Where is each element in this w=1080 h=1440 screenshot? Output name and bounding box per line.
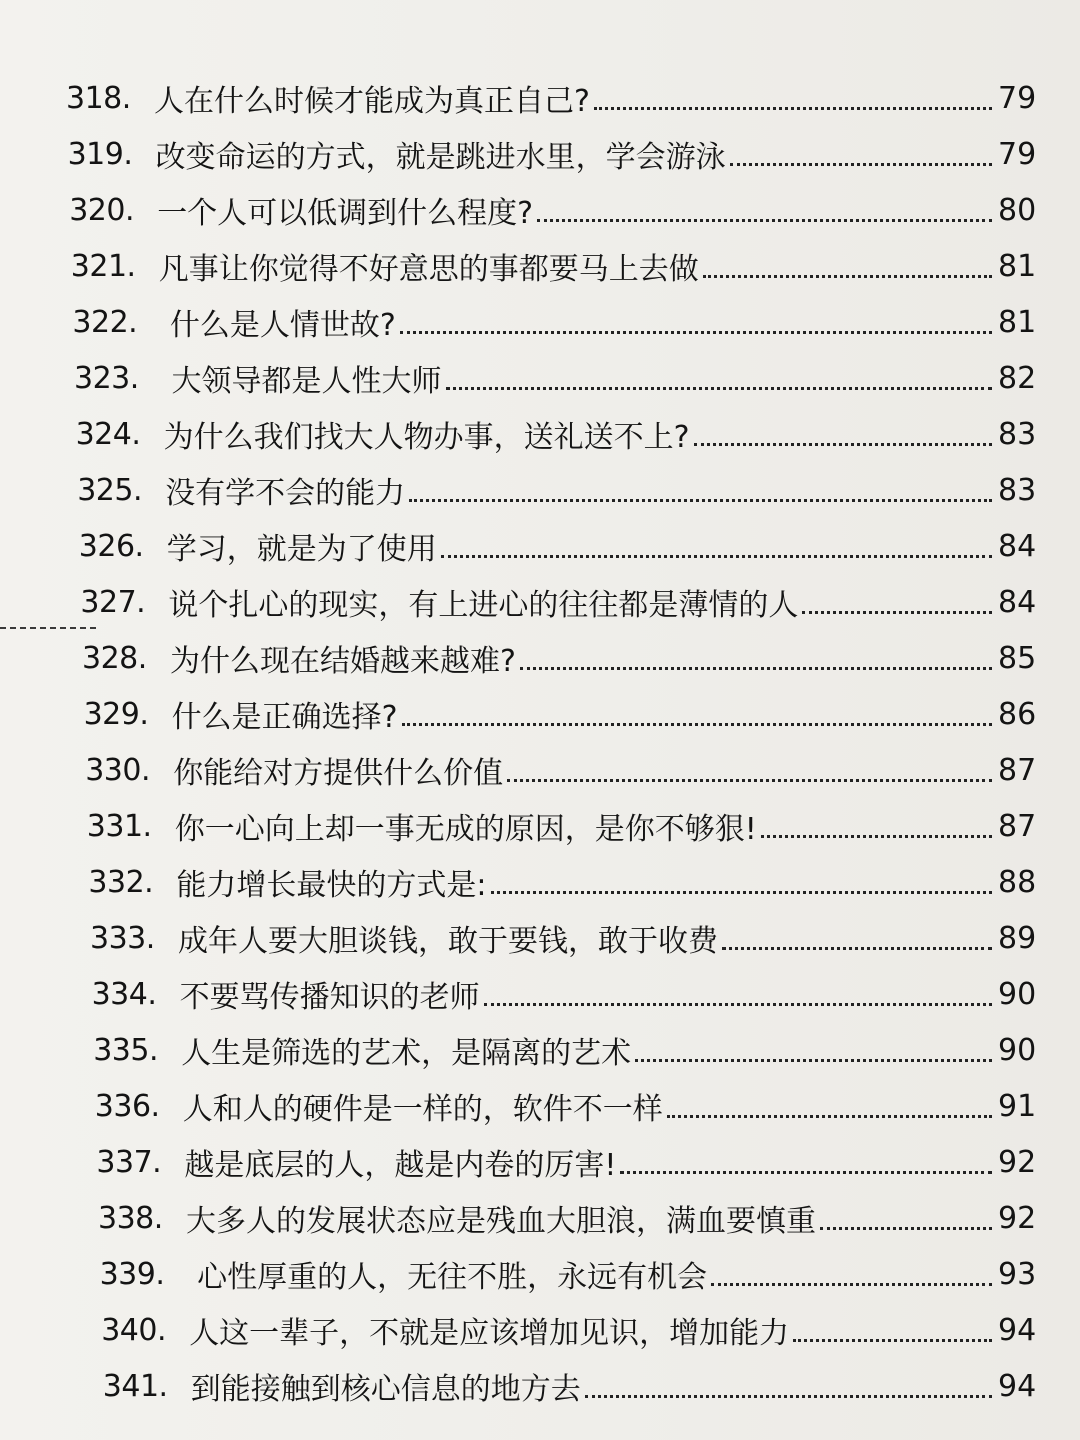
toc-entry — [100, 1246, 1036, 1302]
toc-entry-page: 87 — [997, 752, 1037, 788]
toc-dot-leader — [400, 331, 992, 334]
toc-entry-title: 到能接触到核心信息的地方去 — [190, 1372, 581, 1407]
toc-entry-title: 不要骂传播知识的老师 — [179, 980, 480, 1015]
toc-entry-number: 320. — [69, 192, 134, 228]
toc-entry-page: 81 — [997, 248, 1037, 284]
toc-entry-page: 88 — [997, 864, 1037, 900]
toc-entry-page: 81 — [997, 304, 1037, 340]
toc-entry-page: 94 — [997, 1312, 1037, 1348]
toc-dot-leader — [491, 891, 992, 894]
toc-entry-page: 92 — [998, 1200, 1037, 1236]
toc-entry-number: 324. — [75, 416, 141, 452]
toc-entry — [90, 910, 1036, 966]
toc-entry-page: 85 — [998, 640, 1037, 676]
toc-dot-leader — [802, 611, 992, 614]
toc-entry-title: 大多人的发展状态应是残血大胆浪，满血要慎重 — [186, 1204, 816, 1239]
toc-entry-number: 321. — [70, 248, 136, 284]
toc-entry-number: 326. — [78, 528, 144, 564]
toc-entry-number: 341. — [102, 1368, 168, 1404]
toc-entry-page: 83 — [997, 472, 1037, 508]
toc-entry-title: 什么是正确选择? — [171, 700, 398, 735]
toc-entry — [71, 238, 1036, 294]
toc-entry — [69, 182, 1036, 238]
toc-entry-title: 人生是筛选的艺术，是隔离的艺术 — [181, 1036, 632, 1071]
toc-entry-number: 318. — [66, 80, 131, 116]
toc-entry-number: 328. — [82, 640, 147, 676]
toc-dot-leader — [711, 1283, 992, 1286]
toc-entry-page: 87 — [997, 808, 1037, 844]
toc-entry — [87, 798, 1036, 854]
toc-dot-leader — [446, 387, 992, 390]
toc-entry-page: 82 — [998, 360, 1037, 396]
toc-entry-title: 能力增长最快的方式是: — [176, 868, 487, 903]
toc-dot-leader — [585, 1395, 992, 1398]
toc-dot-leader — [520, 667, 992, 670]
toc-dot-leader — [441, 555, 992, 558]
toc-dot-leader — [402, 723, 992, 726]
toc-entry-number: 327. — [80, 584, 146, 620]
toc-dot-leader — [635, 1059, 992, 1062]
toc-entry-number: 319. — [67, 136, 133, 172]
toc-dot-leader — [730, 163, 992, 166]
toc-entry-title: 学习，就是为了使用 — [166, 532, 437, 567]
toc-entry — [95, 1078, 1036, 1134]
toc-entry-number: 340. — [101, 1312, 166, 1348]
toc-entry-page: 89 — [998, 920, 1037, 956]
toc-entry-title: 改变命运的方式，就是跳进水里，学会游泳 — [155, 140, 726, 175]
toc-entry — [103, 1358, 1036, 1414]
toc-entry-page: 79 — [997, 136, 1037, 172]
toc-entry-number: 335. — [93, 1032, 158, 1068]
toc-entry-title: 你一心向上却一事无成的原因，是你不够狠! — [174, 812, 757, 847]
toc-dot-leader — [793, 1339, 992, 1342]
toc-entry-page: 86 — [997, 696, 1037, 732]
toc-dot-leader — [409, 499, 992, 502]
toc-dot-leader — [537, 219, 992, 222]
toc-entry-page: 94 — [997, 1368, 1037, 1404]
toc-entry-page: 93 — [997, 1256, 1037, 1292]
toc-entry-number: 330. — [85, 752, 150, 788]
toc-entry-title: 人在什么时候才能成为真正自己? — [154, 84, 590, 119]
toc-entry-number: 325. — [77, 472, 142, 508]
toc-entry-number: 332. — [88, 864, 154, 900]
toc-entry — [79, 518, 1036, 574]
toc-dot-leader — [667, 1115, 992, 1118]
toc-dot-leader — [722, 947, 992, 950]
table-of-contents — [66, 70, 1036, 1414]
toc-entry-page: 84 — [997, 528, 1037, 564]
toc-entry-title: 说个扎心的现实，有上进心的往往都是薄情的人 — [168, 588, 799, 623]
toc-entry — [77, 462, 1036, 518]
toc-entry-page: 80 — [997, 192, 1037, 228]
toc-entry — [68, 126, 1036, 182]
toc-entry-page: 83 — [997, 416, 1037, 452]
toc-dot-leader — [761, 835, 992, 838]
toc-entry-page: 90 — [997, 976, 1037, 1012]
toc-dot-leader — [620, 1171, 992, 1174]
toc-entry-number: 339. — [99, 1256, 165, 1292]
toc-entry — [88, 854, 1036, 910]
toc-entry — [82, 630, 1036, 686]
toc-entry-number: 329. — [83, 696, 149, 732]
toc-entry — [93, 1022, 1036, 1078]
toc-entry-title: 人和人的硬件是一样的，软件不一样 — [182, 1092, 663, 1127]
toc-entry — [101, 1302, 1036, 1358]
toc-entry-page: 92 — [997, 1144, 1037, 1180]
toc-entry-page: 90 — [997, 1032, 1037, 1068]
toc-entry — [98, 1190, 1036, 1246]
toc-entry-title: 成年人要大胆谈钱，敢于要钱，敢于收费 — [178, 924, 718, 959]
toc-entry-title: 一个人可以低调到什么程度? — [157, 196, 534, 231]
toc-dot-leader — [507, 779, 992, 782]
toc-entry-title: 什么是人情世故? — [160, 308, 396, 343]
toc-entry-page: 79 — [998, 80, 1037, 116]
toc-dot-leader — [820, 1227, 992, 1230]
toc-entry-title: 为什么现在结婚越来越难? — [170, 644, 516, 679]
toc-entry-title: 大领导都是人性大师 — [162, 364, 442, 399]
toc-entry-number: 334. — [91, 976, 157, 1012]
toc-entry-page: 84 — [997, 584, 1037, 620]
toc-dot-leader — [703, 275, 992, 278]
toc-entry-title: 没有学不会的能力 — [165, 476, 406, 511]
toc-entry — [96, 1134, 1036, 1190]
toc-entry — [72, 294, 1036, 350]
toc-entry-page: 91 — [997, 1088, 1037, 1124]
toc-entry-number: 336. — [94, 1088, 160, 1124]
toc-entry — [84, 686, 1036, 742]
toc-entry-number: 337. — [96, 1144, 162, 1180]
toc-entry-title: 人这一辈子，不就是应该增加见识，增加能力 — [189, 1316, 790, 1351]
toc-entry — [74, 350, 1036, 406]
toc-entry — [80, 574, 1036, 630]
toc-dot-leader — [694, 443, 992, 446]
toc-entry-title: 越是底层的人，越是内卷的厉害! — [184, 1148, 617, 1183]
toc-entry-number: 333. — [90, 920, 155, 956]
toc-dot-leader — [484, 1003, 992, 1006]
toc-entry-number: 323. — [74, 360, 139, 396]
toc-entry-number: 338. — [98, 1200, 163, 1236]
toc-entry-title: 你能给对方提供什么价值 — [173, 756, 504, 791]
toc-dot-leader — [594, 107, 992, 110]
toc-entry — [76, 406, 1036, 462]
toc-entry-title: 凡事让你觉得不好意思的事都要马上去做 — [158, 252, 699, 287]
toc-entry — [66, 70, 1036, 126]
toc-entry — [92, 966, 1036, 1022]
toc-entry-number: 322. — [72, 304, 138, 340]
toc-entry-number: 331. — [86, 808, 152, 844]
toc-entry — [85, 742, 1036, 798]
toc-entry-title: 为什么我们找大人物办事，送礼送不上? — [163, 420, 690, 455]
toc-entry-title: 心性厚重的人，无往不胜，永远有机会 — [187, 1260, 708, 1295]
